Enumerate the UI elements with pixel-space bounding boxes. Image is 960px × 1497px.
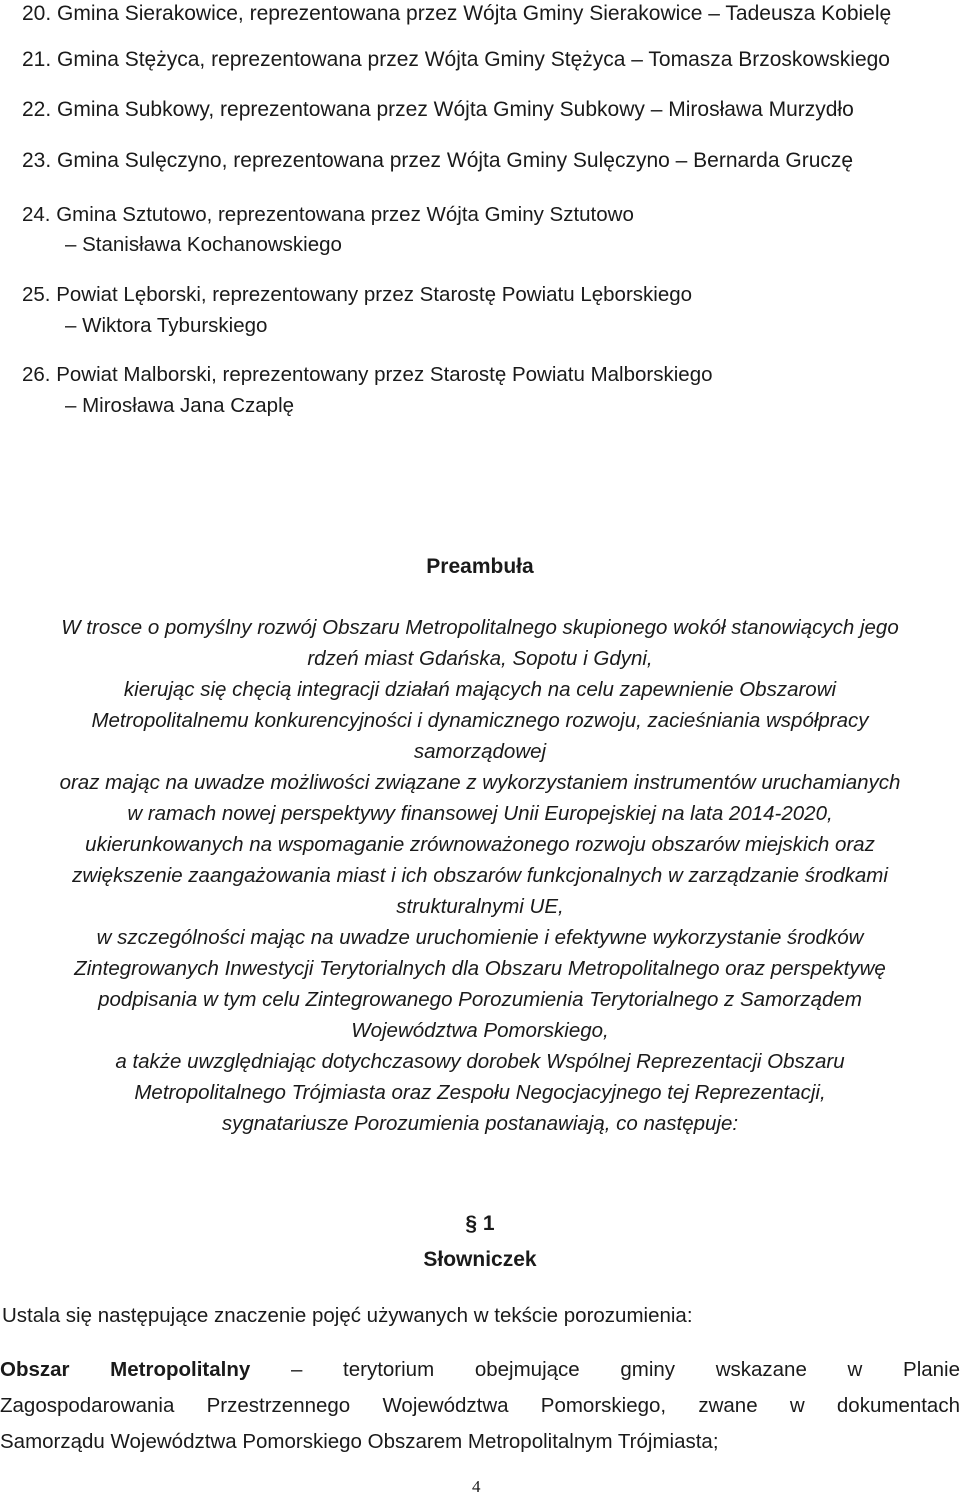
list-item-text: 24. Gmina Sztutowo, reprezentowana przez Wójta Gminy Sztutowo [22, 203, 634, 226]
list-item [22, 149, 853, 173]
list-item-continuation: – Wiktora Tyburskiego [65, 314, 268, 337]
list-item-continuation: – Stanisława Kochanowskiego [65, 233, 342, 256]
list-item-text: 21. Gmina Stężyca, reprezentowana przez Wójta Gminy Stężyca – Tomasza Brzoskowskiego [22, 48, 890, 71]
list-item-text: 26. Powiat Malborski, reprezentowany przez Starostę Powiatu Malborskiego [22, 363, 713, 386]
list-item [22, 98, 854, 122]
preamble-line: strukturalnymi UE, [396, 895, 564, 918]
preamble-line: Metropolitalnego Trójmiasta oraz Zespołu Negocjacyjnego tej Reprezentacji, [134, 1081, 826, 1104]
definition-line: Zagospodarowania Przestrzennego Województwa Pomorskiego, zwane w dokumentach [0, 1394, 960, 1417]
preamble-heading: Preambuła [426, 555, 534, 578]
preamble-line: kierując się chęcią integracji działań mających na celu zapewnienie Obszarowi [123, 678, 837, 701]
list-item [22, 359, 713, 421]
list-item [22, 200, 634, 260]
preamble-line: samorządowej [413, 740, 547, 763]
list-item-text: 22. Gmina Subkowy, reprezentowana przez Wójta Gminy Subkowy – Mirosława Murzydło [22, 98, 854, 121]
list-item-continuation: – Mirosława Jana Czaplę [65, 394, 295, 417]
preamble-line: ukierunkowanych na wspomaganie zrównoważonego rozwoju obszarów miejskich oraz [85, 833, 875, 856]
list-item [22, 48, 890, 72]
preamble-line: w ramach nowej perspektywy finansowej Unii Europejskiej na lata 2014-2020, [127, 802, 833, 825]
list-item [22, 279, 692, 341]
preamble-line: w szczególności mając na uwadze uruchomienie i efektywne wykorzystanie środków [96, 926, 864, 949]
definition-text: – terytorium obejmujące gminy wskazane w Planie [290, 1358, 960, 1381]
definition-term: Obszar Metropolitalny [0, 1358, 251, 1381]
list-item [22, 2, 891, 26]
preamble-body [0, 612, 960, 1139]
list-item-text: 25. Powiat Lęborski, reprezentowany przez Starostę Powiatu Lęborskiego [22, 283, 693, 306]
preamble-line: Zintegrowanych Inwestycji Terytorialnych dla Obszaru Metropolitalnego oraz perspektywę [74, 957, 886, 980]
section-title: Słowniczek [423, 1248, 537, 1271]
page-number: 4 [472, 1477, 481, 1496]
list-item-text: 20. Gmina Sierakowice, reprezentowana przez Wójta Gminy Sierakowice – Tadeusza Kobielę [22, 2, 892, 25]
preamble-line: podpisania w tym celu Zintegrowanego Porozumienia Terytorialnego z Samorządem [98, 988, 862, 1011]
definition-paragraph [0, 1352, 960, 1388]
preamble-line: sygnatariusze Porozumienia postanawiają, co następuje: [221, 1112, 739, 1135]
section-number: § 1 [465, 1212, 495, 1235]
preamble-line: rdzeń miast Gdańska, Sopotu i Gdyni, [307, 647, 653, 670]
preamble-line: oraz mając na uwadze możliwości związane z wykorzystaniem instrumentów uruchamianych [59, 771, 901, 794]
definition-line: Samorządu Województwa Pomorskiego Obszarem Metropolitalnym Trójmiasta; [0, 1430, 719, 1453]
preamble-line: W trosce o pomyślny rozwój Obszaru Metropolitalnego skupionego wokół stanowiących jego [61, 616, 899, 639]
preamble-line: a także uwzględniając dotychczasowy dorobek Wspólnej Reprezentacji Obszaru [115, 1050, 845, 1073]
preamble-line: Metropolitalnemu konkurencyjności i dynamicznego rozwoju, zacieśniania współpracy [91, 709, 869, 732]
list-item-text: 23. Gmina Sulęczyno, reprezentowana przez Wójta Gminy Sulęczyno – Bernarda Gruczę [22, 149, 854, 172]
preamble-line: Województwa Pomorskiego, [351, 1019, 609, 1042]
section-intro: Ustala się następujące znaczenie pojęć używanych w tekście porozumienia: [2, 1304, 693, 1327]
preamble-line: zwiększenie zaangażowania miast i ich obszarów funkcjonalnych w zarządzanie środkami [72, 864, 888, 887]
